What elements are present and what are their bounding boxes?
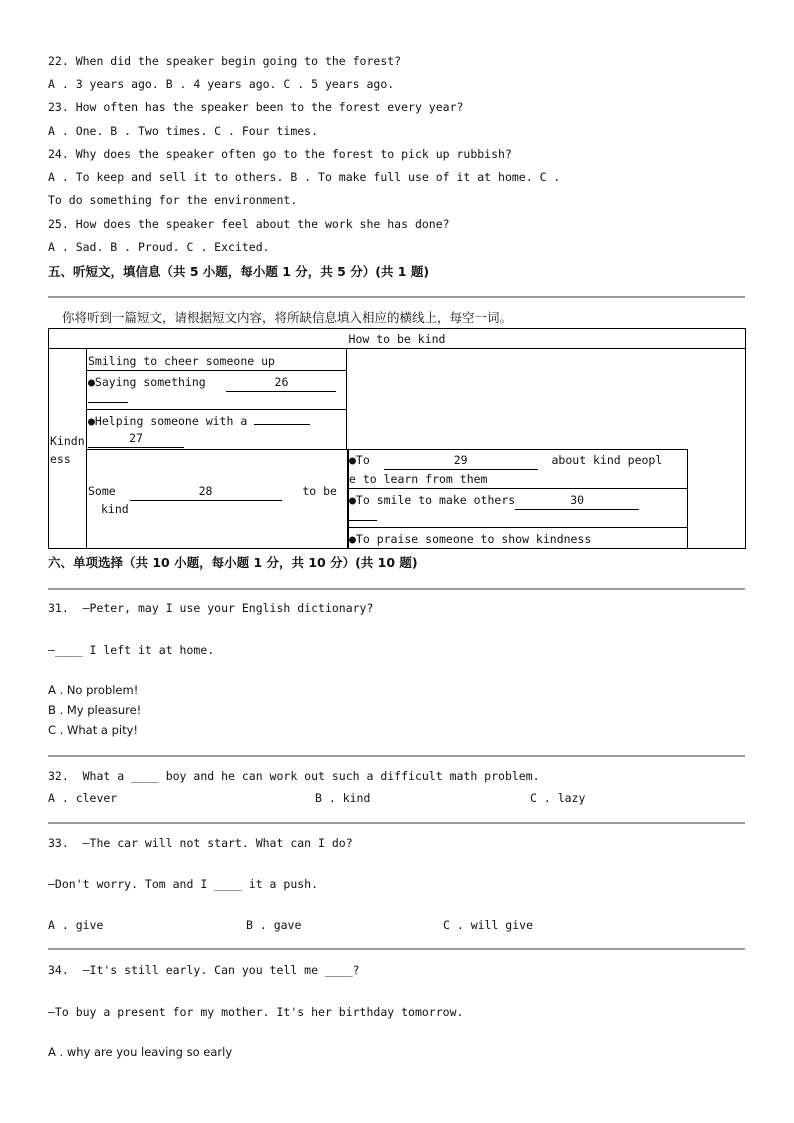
row-29-line2: e to learn from them bbox=[349, 472, 488, 486]
section5-intro: 你将听到一篇短文，请根据短文内容，将所缺信息填入相应的横线上，每空一词。 bbox=[62, 310, 513, 325]
blank-30-underline bbox=[349, 520, 377, 521]
row-divider bbox=[86, 370, 347, 371]
blank-28[interactable]: 28 bbox=[130, 482, 282, 501]
section5-heading: 五、听短文，填信息（共 5 小题，每小题 1 分，共 5 分）(共 1 题) bbox=[48, 264, 430, 279]
row-divider bbox=[347, 488, 688, 489]
row-some bbox=[88, 482, 337, 501]
question-34: 34. —It's still early. Can you tell me ____? bbox=[48, 963, 360, 977]
blank-30[interactable]: 30 bbox=[515, 491, 639, 510]
row-30 bbox=[349, 491, 639, 510]
divider bbox=[48, 948, 745, 950]
question-22-options: A . 3 years ago. B . 4 years ago. C . 5 years ago. bbox=[48, 77, 395, 91]
question-24-options-cont: To do something for the environment. bbox=[48, 193, 298, 207]
question-33: 33. —The car will not start. What can I do? bbox=[48, 836, 353, 850]
blank-27-start bbox=[254, 424, 310, 425]
question-31-reply: —____ I left it at home. bbox=[48, 643, 215, 657]
option-31a[interactable]: A . No problem! bbox=[48, 683, 139, 697]
r29-prefix: ●To bbox=[349, 453, 370, 467]
option-32a[interactable]: A . clever bbox=[48, 791, 118, 805]
question-32: 32. What a ____ boy and he can work out such a difficult math problem. bbox=[48, 769, 540, 783]
question-31: 31. —Peter, may I use your English dictionary? bbox=[48, 601, 374, 615]
table-title: How to be kind bbox=[348, 332, 446, 346]
row-helping-text: ●Helping someone with a bbox=[88, 414, 248, 428]
row-divider bbox=[347, 527, 688, 528]
question-34-reply: —To buy a present for my mother. It's her birthday tomorrow. bbox=[48, 1005, 464, 1019]
option-31b[interactable]: B . My pleasure! bbox=[48, 703, 142, 717]
row-smiling: Smiling to cheer someone up bbox=[88, 354, 275, 368]
some-suffix: to be bbox=[302, 484, 337, 498]
option-33c[interactable]: C . will give bbox=[443, 918, 534, 932]
question-22: 22. When did the speaker begin going to the forest? bbox=[48, 54, 402, 68]
divider bbox=[48, 755, 745, 757]
option-34a[interactable]: A . why are you leaving so early bbox=[48, 1045, 233, 1059]
blank-27[interactable]: 27 bbox=[88, 429, 184, 448]
row-31: ●To praise someone to show kindness bbox=[349, 532, 592, 546]
divider bbox=[48, 296, 745, 298]
question-33-reply: —Don't worry. Tom and I ____ it a push. bbox=[48, 877, 319, 891]
question-25-options: A . Sad. B . Proud. C . Excited. bbox=[48, 240, 270, 254]
option-33a[interactable]: A . give bbox=[48, 918, 104, 932]
option-33b[interactable]: B . gave bbox=[246, 918, 302, 932]
question-23: 23. How often has the speaker been to the forest every year? bbox=[48, 100, 464, 114]
question-24-options: A . To keep and sell it to others. B . To make full use of it at home. C . bbox=[48, 170, 561, 184]
option-32c[interactable]: C . lazy bbox=[530, 791, 586, 805]
row-saying-text: ●Saying something bbox=[88, 375, 206, 389]
blank-27-line bbox=[88, 429, 184, 448]
row-29 bbox=[349, 451, 662, 470]
blank-26-tail bbox=[88, 390, 128, 408]
blank-26-underline bbox=[88, 402, 128, 403]
section6-heading: 六、单项选择（共 10 小题，每小题 1 分，共 10 分）(共 10 题) bbox=[48, 555, 418, 570]
question-24: 24. Why does the speaker often go to the forest to pick up rubbish? bbox=[48, 147, 512, 161]
some-prefix: Some bbox=[88, 484, 116, 498]
question-25: 25. How does the speaker feel about the work she has done? bbox=[48, 217, 450, 231]
question-23-options: A . One. B . Two times. C . Four times. bbox=[48, 124, 319, 138]
r29-suffix: about kind peopl bbox=[551, 453, 663, 467]
some-line2: kind bbox=[101, 502, 129, 516]
blank-29[interactable]: 29 bbox=[384, 451, 538, 470]
kindness-label bbox=[50, 432, 86, 468]
r30-prefix: ●To smile to make others bbox=[349, 493, 516, 507]
kindness-label-text: Kindness bbox=[50, 434, 85, 466]
option-32b[interactable]: B . kind bbox=[315, 791, 371, 805]
divider bbox=[48, 588, 745, 590]
row-divider bbox=[86, 409, 347, 410]
blank-30-tail bbox=[349, 508, 377, 526]
blank-26[interactable]: 26 bbox=[226, 373, 336, 392]
divider bbox=[48, 822, 745, 824]
row-helping bbox=[88, 412, 310, 430]
option-31c[interactable]: C . What a pity! bbox=[48, 723, 138, 737]
